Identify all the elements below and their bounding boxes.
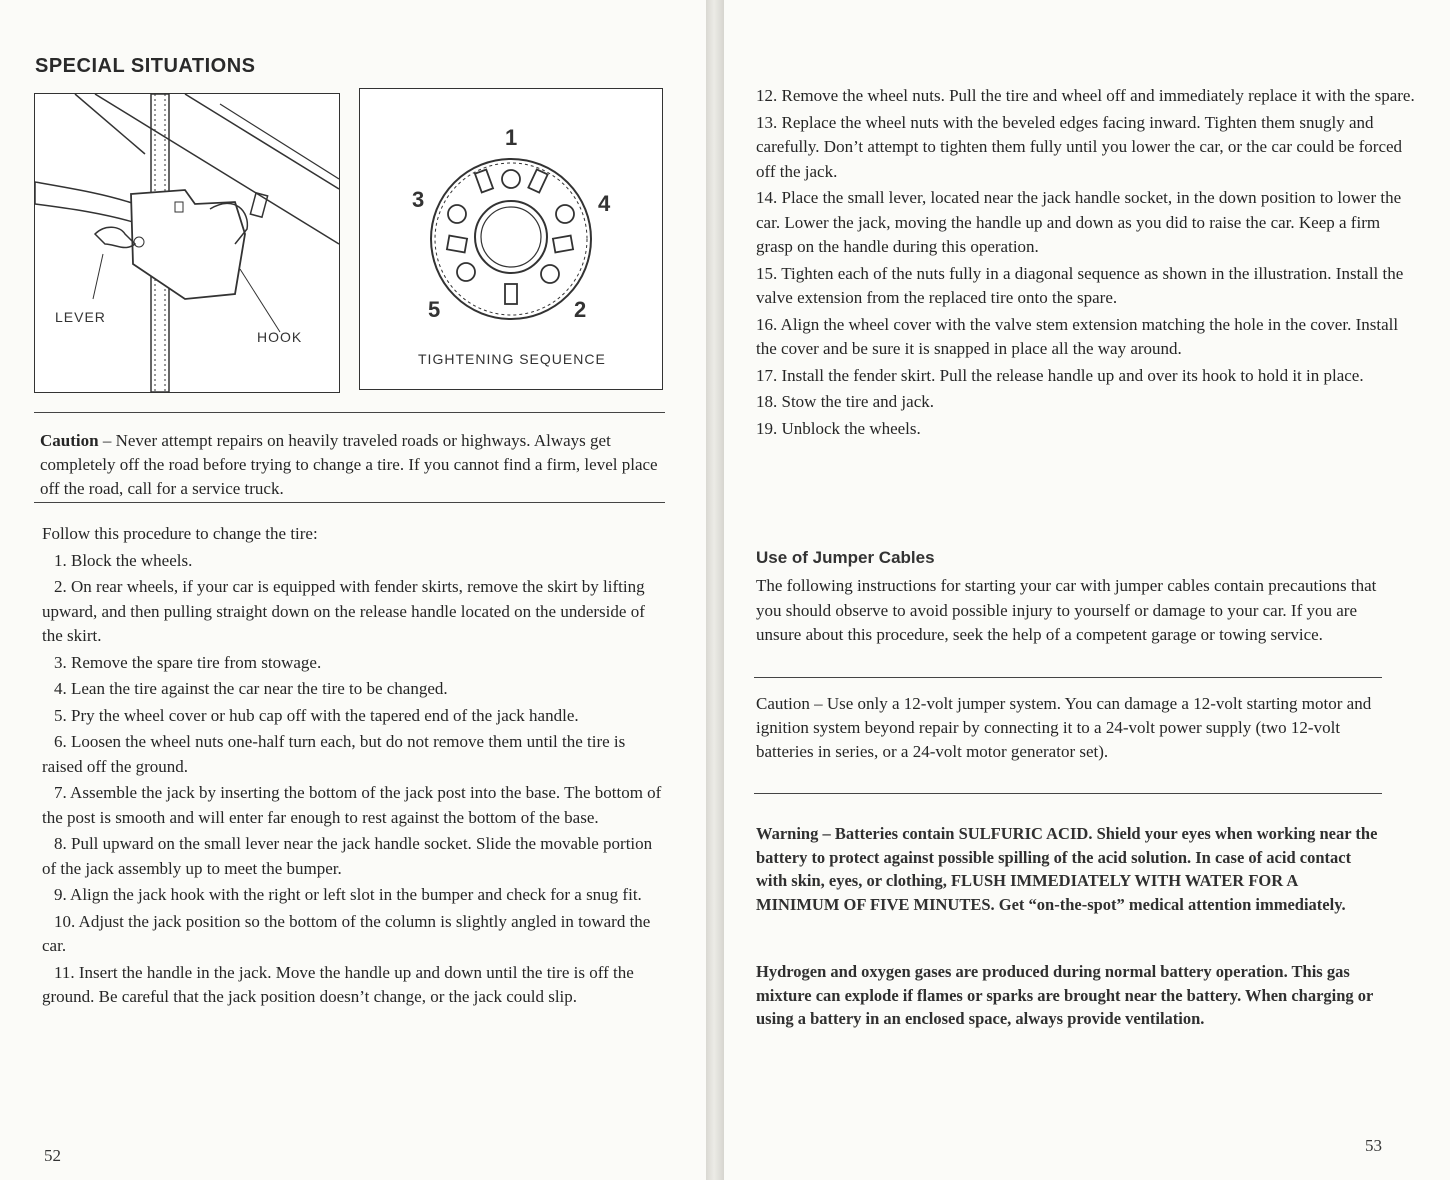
sequence-number-3: 3 [412,187,425,212]
page-number: 53 [1365,1136,1382,1155]
caution-box [40,429,658,501]
procedure-step: 9. Align the jack hook with the right or left slot in the bumper and check for a snug fit. [54,885,642,904]
procedure-step: 15. Tighten each of the nuts fully in a diagonal sequence as shown in the illustration. Install the valve extension from the replaced tire onto the spare. [756,263,1404,307]
procedure-continued-block [756,84,1416,443]
caution-top-rule [34,412,665,413]
jumper-cables-heading: Use of Jumper Cables [756,548,935,567]
lever-label: LEVER [55,309,106,325]
sequence-number-2: 2 [574,297,587,322]
jack-drawing [35,94,339,392]
tightening-sequence-illustration [359,88,663,390]
hook-label: HOOK [257,329,303,345]
jumper-caution-top-rule [754,677,1382,678]
book-gutter [706,0,724,1180]
procedure-block [42,522,664,1012]
procedure-step: 16. Align the wheel cover with the valve stem extension matching the hole in the cover. Install the cover and be sure it is snapped in place all the way around. [756,314,1399,358]
procedure-step: 4. Lean the tire against the car near the tire to be changed. [54,679,448,698]
page-number: 52 [44,1146,61,1165]
procedure-step: 7. Assemble the jack by inserting the bottom of the jack post into the base. The bottom of the post is smooth and will enter far enough to rest against the bottom of the base. [42,783,662,827]
procedure-step: 11. Insert the handle in the jack. Move the handle up and down until the tire is off the ground. Be careful that the jack position doesn’t change, or the jack could slip. [42,962,634,1006]
section-title: SPECIAL SITUATIONS [35,55,256,77]
left-page [0,0,706,1180]
procedure-step: 8. Pull upward on the small lever near the jack handle socket. Slide the movable portion of the jack assembly up to meet the bumper. [42,834,653,878]
jumper-intro: The following instructions for starting your car with jumper cables contain precautions that you should observe to avoid possible injury to yourself or damage to your car. If you are unsure about this procedure, seek the help of a competent garage or towing service. [756,576,1377,644]
procedure-intro: Follow this procedure to change the tire: [42,524,318,543]
sequence-number-1: 1 [505,125,518,150]
jumper-caution-bottom-rule [754,793,1382,794]
caution-text: – Never attempt repairs on heavily traveled roads or highways. Always get completely off the road before trying to change a tire. If you cannot find a firm, level place off the road, call for a service truck. [40,431,658,498]
hydrogen-warning: Hydrogen and oxygen gases are produced during normal battery operation. This gas mixture can explode if flames or sparks are brought near the battery. When charging or using a battery in an enclosed space, always provide ventilation. [756,962,1374,1028]
jumper-intro-block [756,574,1386,650]
procedure-step: 5. Pry the wheel cover or hub cap off with the tapered end of the jack handle. [54,705,579,725]
procedure-step: 19. Unblock the wheels. [756,418,921,438]
warning-label: Warning [756,824,819,843]
sequence-number-4: 4 [598,191,611,216]
procedure-step: 14. Place the small lever, located near the jack handle socket, in the down position to lower the car. Lower the jack, moving the handle up and down as you did to raise the car. Keep a firm grasp on the handle during this operation. [756,188,1402,256]
procedure-step: 17. Install the fender skirt. Pull the release handle up and over its hook to hold it in place. [756,365,1364,385]
sequence-number-5: 5 [428,297,441,322]
procedure-step: 10. Adjust the jack position so the bottom of the column is slightly angled in toward the car. [42,911,651,955]
acid-warning [756,822,1381,916]
jumper-caution: Caution – Use only a 12-volt jumper system. You can damage a 12-volt starting motor and ignition system beyond repair by connecting it to a 24-volt power supply (two 12-volt batteries in series, or a 24-volt motor generator set). [756,694,1372,761]
procedure-step: 13. Replace the wheel nuts with the beveled edges facing inward. Tighten them snugly and carefully. Don’t attempt to tighten them fully until you lower the car, or the car could be forced off the jack. [756,112,1403,181]
procedure-step: 2. On rear wheels, if your car is equipped with fender skirts, remove the skirt by lifting upward, and then pulling straight down on the release handle located on the underside of the skirt. [42,577,645,645]
procedure-step: 3. Remove the spare tire from stowage. [54,652,322,672]
procedure-step: 18. Stow the tire and jack. [756,392,934,411]
jack-illustration [34,93,340,393]
procedure-step: 12. Remove the wheel nuts. Pull the tire and wheel off and immediately replace it with the spare. [756,86,1415,105]
figure-caption: TIGHTENING SEQUENCE [418,351,606,367]
warning-text: – Batteries contain SULFURIC ACID. Shield your eyes when working near the battery to protect against possible spilling of the acid solution. In case of acid contact with skin, eyes, or clothing, FLUSH IMMEDIATELY WITH WATER FOR A MINIMUM OF FIVE MINUTES. Get “on-the-spot” medical attention immediately. [756,824,1378,914]
caution-label: Caution [40,431,99,450]
procedure-step: 6. Loosen the wheel nuts one-half turn each, but do not remove them until the tire is raised off the ground. [42,732,626,776]
procedure-step: 1. Block the wheels. [54,550,193,570]
right-page [724,0,1450,1180]
caution-bottom-rule [34,502,665,503]
